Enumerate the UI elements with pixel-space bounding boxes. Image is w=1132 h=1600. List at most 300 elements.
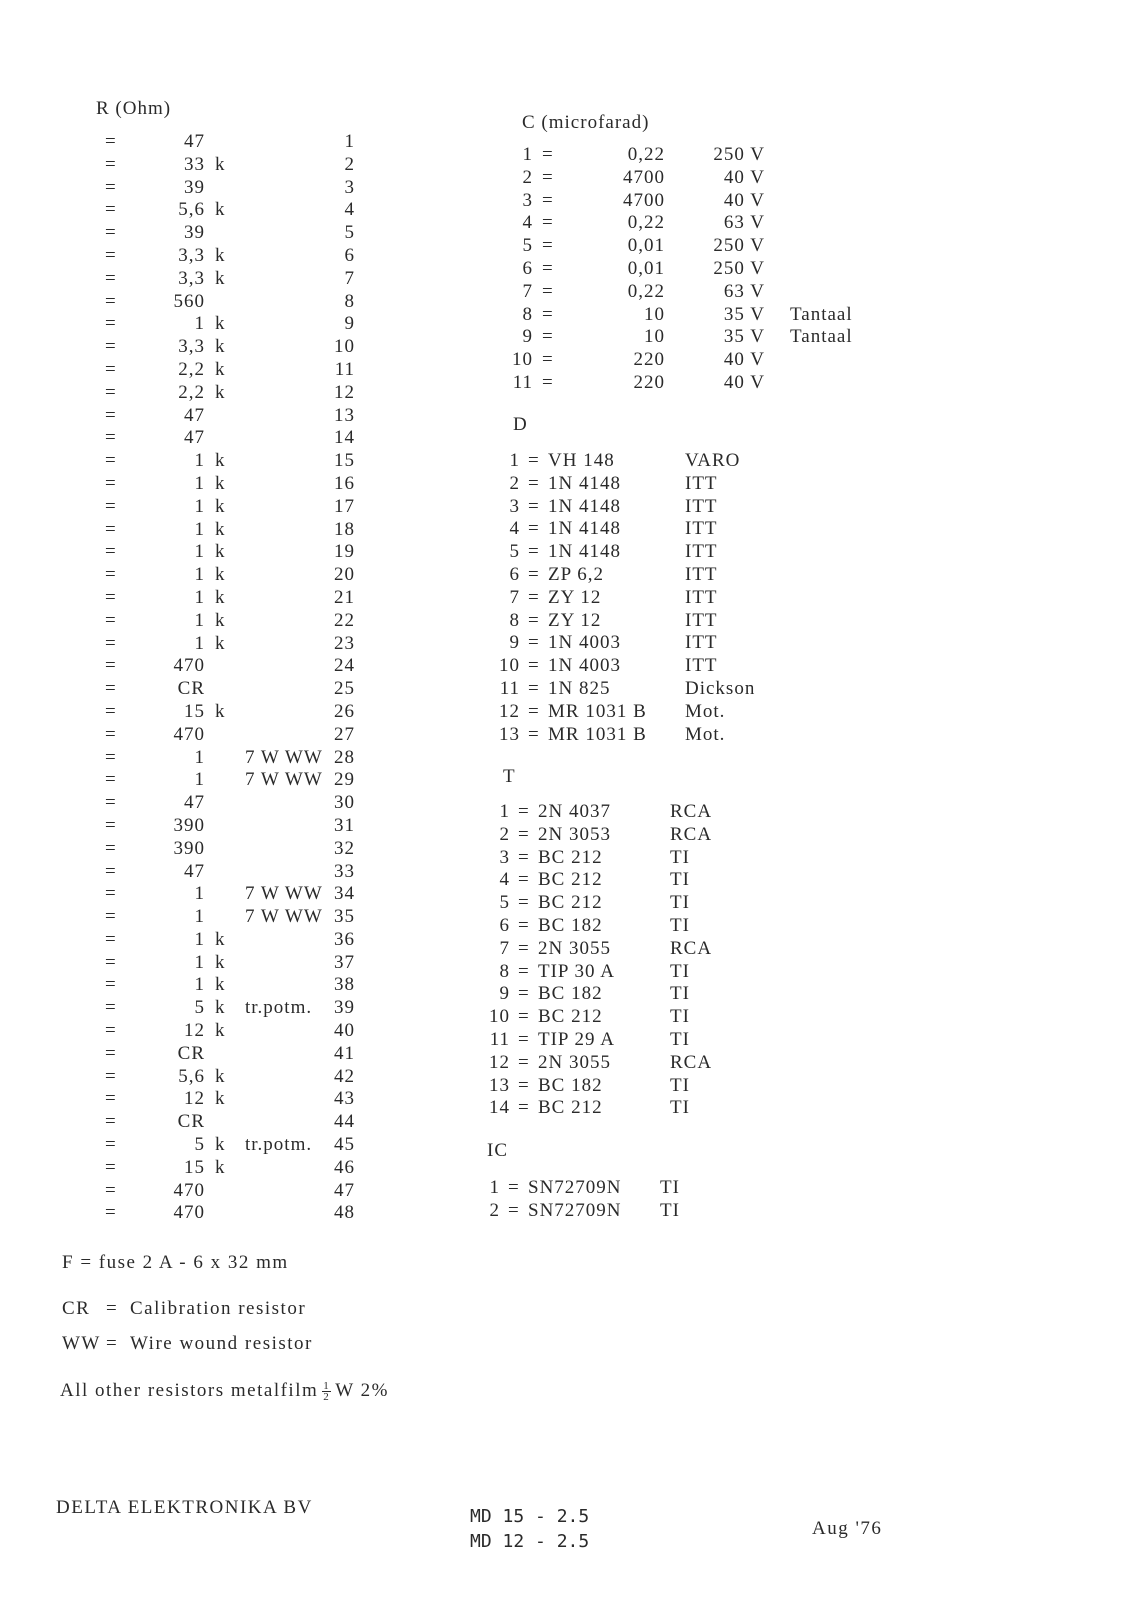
resistor-row [55,792,355,815]
item-number: 9 [499,983,510,1005]
capacitor-value: 0,01 [627,257,665,279]
resistor-row [55,291,355,314]
resistor-row [55,268,355,291]
item-number: 10 [512,349,533,371]
ww-equals: = [106,1333,119,1354]
resistor-value: CR [177,678,205,700]
item-number: 16 [334,472,355,494]
transistor-maker: TI [670,892,690,914]
item-number: 4 [522,212,533,234]
diode-section-title: D [513,414,528,435]
resistor-section-title: R (Ohm) [96,98,172,119]
resistor-value: 33 [184,153,205,175]
capacitor-value: 0,22 [627,280,665,302]
resistor-note: tr.potm. [245,1134,313,1156]
diode-type: 1N 4003 [548,655,621,677]
resistor-value: 12 [184,1020,205,1042]
resistor-value: 15 [184,1156,205,1178]
ic-row [470,1177,800,1200]
resistor-unit: k [215,1065,226,1087]
resistor-value: 47 [184,792,205,814]
resistor-row [55,906,355,929]
transistor-row [480,1097,810,1120]
resistor-value: 470 [173,655,205,677]
transistor-row [480,892,810,915]
resistor-value: 1 [194,609,205,631]
equals-sign: = [518,1006,530,1028]
item-number: 7 [509,586,520,608]
capacitor-row [505,212,925,235]
item-number: 2 [489,1199,500,1221]
resistor-unit: k [215,381,226,403]
equals-sign: = [105,1088,117,1110]
resistor-note: tr.potm. [245,997,313,1019]
resistor-value: 1 [194,632,205,654]
item-number: 8 [509,609,520,631]
capacitor-voltage: 63 V [723,280,765,302]
item-number: 12 [334,381,355,403]
capacitor-value: 0,01 [627,235,665,257]
resistor-value: 1 [194,883,205,905]
diode-row [490,518,820,541]
transistor-maker: TI [670,1028,690,1050]
resistor-row [55,245,355,268]
resistor-value: 2,2 [178,358,205,380]
diode-row [490,450,820,473]
capacitor-row [505,326,925,349]
equals-sign: = [528,609,540,631]
item-number: 11 [512,371,533,393]
diode-row [490,610,820,633]
resistor-row [55,382,355,405]
diode-type: ZY 12 [548,609,602,631]
resistor-value: CR [177,1111,205,1133]
transistor-list [480,801,810,1120]
item-number: 48 [334,1202,355,1224]
resistor-note: 7 W WW [245,746,323,768]
resistor-value: 1 [194,951,205,973]
diode-row [490,655,820,678]
transistor-type: BC 182 [538,914,603,936]
equals-sign: = [528,450,540,471]
resistor-row [55,815,355,838]
equals-sign: = [528,495,540,517]
company-name: DELTA ELEKTRONIKA BV [56,1497,313,1518]
resistor-row [55,359,355,382]
equals-sign: = [542,189,554,211]
ic-section-title: IC [487,1140,508,1161]
transistor-type: BC 212 [538,892,603,914]
resistor-unit: k [215,450,226,472]
equals-sign: = [105,472,117,494]
ww-abbr: WW [62,1333,101,1354]
item-number: 6 [522,257,533,279]
capacitor-row [505,144,925,167]
resistor-row [55,131,355,154]
resistor-unit: k [215,951,226,973]
transistor-type: BC 212 [538,1097,603,1119]
equals-sign: = [105,1111,117,1133]
transistor-type: 2N 3053 [538,823,611,845]
equals-sign: = [105,655,117,677]
resistor-row [55,564,355,587]
resistor-unit: k [215,1156,226,1178]
diode-type: 1N 4148 [548,495,621,517]
item-number: 12 [499,700,520,722]
resistor-row [55,701,355,724]
item-number: 7 [344,267,355,289]
transistor-type: BC 182 [538,983,603,1005]
equals-sign: = [518,846,530,868]
equals-sign: = [508,1177,520,1198]
resistor-row [55,610,355,633]
capacitor-value: 10 [644,326,665,348]
equals-sign: = [528,700,540,722]
capacitor-voltage: 250 V [713,144,765,165]
equals-sign: = [105,199,117,221]
equals-sign: = [105,1202,117,1224]
resistor-row [55,997,355,1020]
resistor-row [55,450,355,473]
cr-legend [62,1298,306,1320]
resistor-row [55,1134,355,1157]
item-number: 1 [509,450,520,471]
resistor-unit: k [215,1020,226,1042]
equals-sign: = [518,1097,530,1119]
diode-row [490,724,820,747]
diode-type: 1N 4148 [548,518,621,540]
equals-sign: = [528,632,540,654]
equals-sign: = [105,176,117,198]
item-number: 37 [334,951,355,973]
item-number: 5 [499,892,510,914]
item-number: 7 [499,937,510,959]
cr-text: Calibration resistor [130,1298,307,1319]
equals-sign: = [105,244,117,266]
resistor-row [55,427,355,450]
capacitor-voltage: 35 V [723,326,765,348]
item-number: 2 [509,472,520,494]
fuse-note: F = fuse 2 A - 6 x 32 mm [62,1252,289,1273]
capacitor-list [505,144,925,395]
equals-sign: = [105,792,117,814]
equals-sign: = [528,541,540,563]
item-number: 6 [499,914,510,936]
capacitor-row [505,167,925,190]
diode-maker: ITT [685,655,718,677]
resistor-row [55,222,355,245]
capacitor-type: Tantaal [790,326,853,348]
item-number: 14 [334,427,355,449]
resistor-row [55,405,355,428]
equals-sign: = [105,153,117,175]
transistor-row [480,983,810,1006]
item-number: 13 [489,1074,510,1096]
resistor-row [55,838,355,861]
resistor-row [55,519,355,542]
diode-maker: VARO [685,450,741,471]
resistor-unit: k [215,358,226,380]
equals-sign: = [542,349,554,371]
capacitor-voltage: 40 V [723,189,765,211]
item-number: 2 [499,823,510,845]
equals-sign: = [518,892,530,914]
item-number: 10 [334,336,355,358]
diode-type: 1N 4003 [548,632,621,654]
resistor-row [55,883,355,906]
resistor-unit: k [215,1134,226,1156]
equals-sign: = [105,518,117,540]
resistor-unit: k [215,472,226,494]
item-number: 25 [334,678,355,700]
transistor-maker: RCA [670,1051,713,1073]
resistor-unit: k [215,609,226,631]
equals-sign: = [105,336,117,358]
item-number: 23 [334,632,355,654]
capacitor-voltage: 40 V [723,349,765,371]
resistor-value: 1 [194,564,205,586]
equals-sign: = [528,563,540,585]
item-number: 6 [344,244,355,266]
ic-type: SN72709N [528,1177,622,1198]
item-number: 1 [344,131,355,152]
diode-type: 1N 4148 [548,541,621,563]
equals-sign: = [542,303,554,325]
item-number: 39 [334,997,355,1019]
resistor-unit: k [215,700,226,722]
diode-type: ZP 6,2 [548,563,604,585]
equals-sign: = [105,586,117,608]
resistor-unit: k [215,564,226,586]
transistor-row [480,1029,810,1052]
item-number: 29 [334,769,355,791]
resistor-value: 1 [194,518,205,540]
item-number: 11 [334,358,355,380]
item-number: 26 [334,700,355,722]
item-number: 47 [334,1179,355,1201]
equals-sign: = [542,166,554,188]
resistor-row [55,1088,355,1111]
capacitor-row [505,235,925,258]
capacitor-row [505,304,925,327]
fraction-denominator: 2 [323,1391,331,1404]
resistor-row [55,1043,355,1066]
equals-sign: = [518,937,530,959]
transistor-type: BC 212 [538,846,603,868]
equals-sign: = [105,769,117,791]
resistor-value: 1 [194,313,205,335]
equals-sign: = [105,495,117,517]
equals-sign: = [105,222,117,244]
item-number: 1 [489,1177,500,1198]
capacitor-value: 10 [644,303,665,325]
equals-sign: = [105,951,117,973]
equals-sign: = [105,313,117,335]
transistor-row [480,847,810,870]
diode-type: ZY 12 [548,586,602,608]
capacitor-voltage: 63 V [723,212,765,234]
item-number: 10 [499,655,520,677]
item-number: 11 [499,677,520,699]
equals-sign: = [518,1028,530,1050]
resistor-value: 1 [194,974,205,996]
item-number: 45 [334,1134,355,1156]
item-number: 13 [499,723,520,745]
resistor-note: 7 W WW [245,906,323,928]
resistor-value: 2,2 [178,381,205,403]
resistor-value: 470 [173,1179,205,1201]
resistor-unit: k [215,928,226,950]
item-number: 4 [499,869,510,891]
resistor-row [55,1020,355,1043]
resistor-row [55,199,355,222]
capacitor-section-title: C (microfarad) [522,112,650,133]
transistor-type: BC 212 [538,869,603,891]
item-number: 31 [334,814,355,836]
resistor-unit: k [215,632,226,654]
transistor-maker: RCA [670,937,713,959]
resistor-value: 470 [173,723,205,745]
equals-sign: = [105,541,117,563]
diode-row [490,496,820,519]
equals-sign: = [105,860,117,882]
item-number: 3 [522,189,533,211]
item-number: 19 [334,541,355,563]
equals-sign: = [518,914,530,936]
transistor-row [480,869,810,892]
resistor-value: 3,3 [178,336,205,358]
item-number: 2 [522,166,533,188]
equals-sign: = [528,677,540,699]
resistor-unit: k [215,518,226,540]
item-number: 43 [334,1088,355,1110]
equals-sign: = [542,280,554,302]
capacitor-value: 220 [633,371,665,393]
metalfilm-note-suffix: W 2% [335,1380,389,1401]
resistor-value: 1 [194,906,205,928]
capacitor-row [505,258,925,281]
equals-sign: = [518,1051,530,1073]
item-number: 9 [522,326,533,348]
equals-sign: = [105,1134,117,1156]
metalfilm-note-prefix: All other resistors metalfilm [60,1380,319,1401]
equals-sign: = [528,472,540,494]
equals-sign: = [105,883,117,905]
capacitor-voltage: 40 V [723,166,765,188]
capacitor-value: 220 [633,349,665,371]
diode-row [490,701,820,724]
resistor-row [55,1180,355,1203]
cr-equals: = [106,1298,119,1319]
item-number: 5 [509,541,520,563]
equals-sign: = [105,450,117,472]
resistor-unit: k [215,974,226,996]
transistor-maker: TI [670,846,690,868]
cr-abbr: CR [62,1298,91,1319]
item-number: 36 [334,928,355,950]
transistor-row [480,938,810,961]
resistor-unit: k [215,336,226,358]
model-line-1: MD 15 - 2.5 [470,1506,590,1527]
item-number: 30 [334,792,355,814]
equals-sign: = [105,1156,117,1178]
ic-row [470,1200,800,1223]
diode-maker: ITT [685,586,718,608]
equals-sign: = [105,700,117,722]
item-number: 1 [499,801,510,822]
resistor-row [55,587,355,610]
ww-text: Wire wound resistor [130,1333,313,1354]
resistor-row [55,1157,355,1180]
resistor-value: 390 [173,814,205,836]
equals-sign: = [105,290,117,312]
item-number: 9 [344,313,355,335]
diode-maker: ITT [685,541,718,563]
resistor-value: 1 [194,450,205,472]
resistor-row [55,678,355,701]
document-date: Aug '76 [812,1518,883,1539]
item-number: 35 [334,906,355,928]
resistor-value: 39 [184,222,205,244]
transistor-row [480,1006,810,1029]
resistor-value: 47 [184,860,205,882]
diode-type: MR 1031 B [548,700,647,722]
equals-sign: = [105,997,117,1019]
item-number: 8 [499,960,510,982]
item-number: 12 [489,1051,510,1073]
resistor-row [55,929,355,952]
equals-sign: = [528,518,540,540]
capacitor-voltage: 250 V [713,235,765,257]
resistor-value: 5 [194,997,205,1019]
transistor-maker: RCA [670,801,713,822]
equals-sign: = [105,131,117,152]
item-number: 3 [344,176,355,198]
transistor-maker: TI [670,869,690,891]
ic-maker: TI [660,1177,680,1198]
item-number: 41 [334,1042,355,1064]
equals-sign: = [542,257,554,279]
item-number: 27 [334,723,355,745]
equals-sign: = [542,371,554,393]
transistor-row [480,824,810,847]
resistor-unit: k [215,153,226,175]
item-number: 4 [509,518,520,540]
diode-maker: ITT [685,563,718,585]
transistor-type: TIP 30 A [538,960,615,982]
equals-sign: = [105,404,117,426]
transistor-row [480,915,810,938]
diode-row [490,632,820,655]
item-number: 11 [489,1028,510,1050]
half-fraction [322,1381,331,1402]
diode-row [490,541,820,564]
resistor-unit: k [215,997,226,1019]
resistor-value: 1 [194,746,205,768]
resistor-unit: k [215,586,226,608]
diode-type: MR 1031 B [548,723,647,745]
item-number: 10 [489,1006,510,1028]
equals-sign: = [105,358,117,380]
diode-maker: Dickson [685,677,756,699]
resistor-unit: k [215,495,226,517]
diode-type: 1N 4148 [548,472,621,494]
ic-maker: TI [660,1199,680,1221]
equals-sign: = [518,823,530,845]
diode-row [490,678,820,701]
equals-sign: = [508,1199,520,1221]
resistor-value: 15 [184,700,205,722]
